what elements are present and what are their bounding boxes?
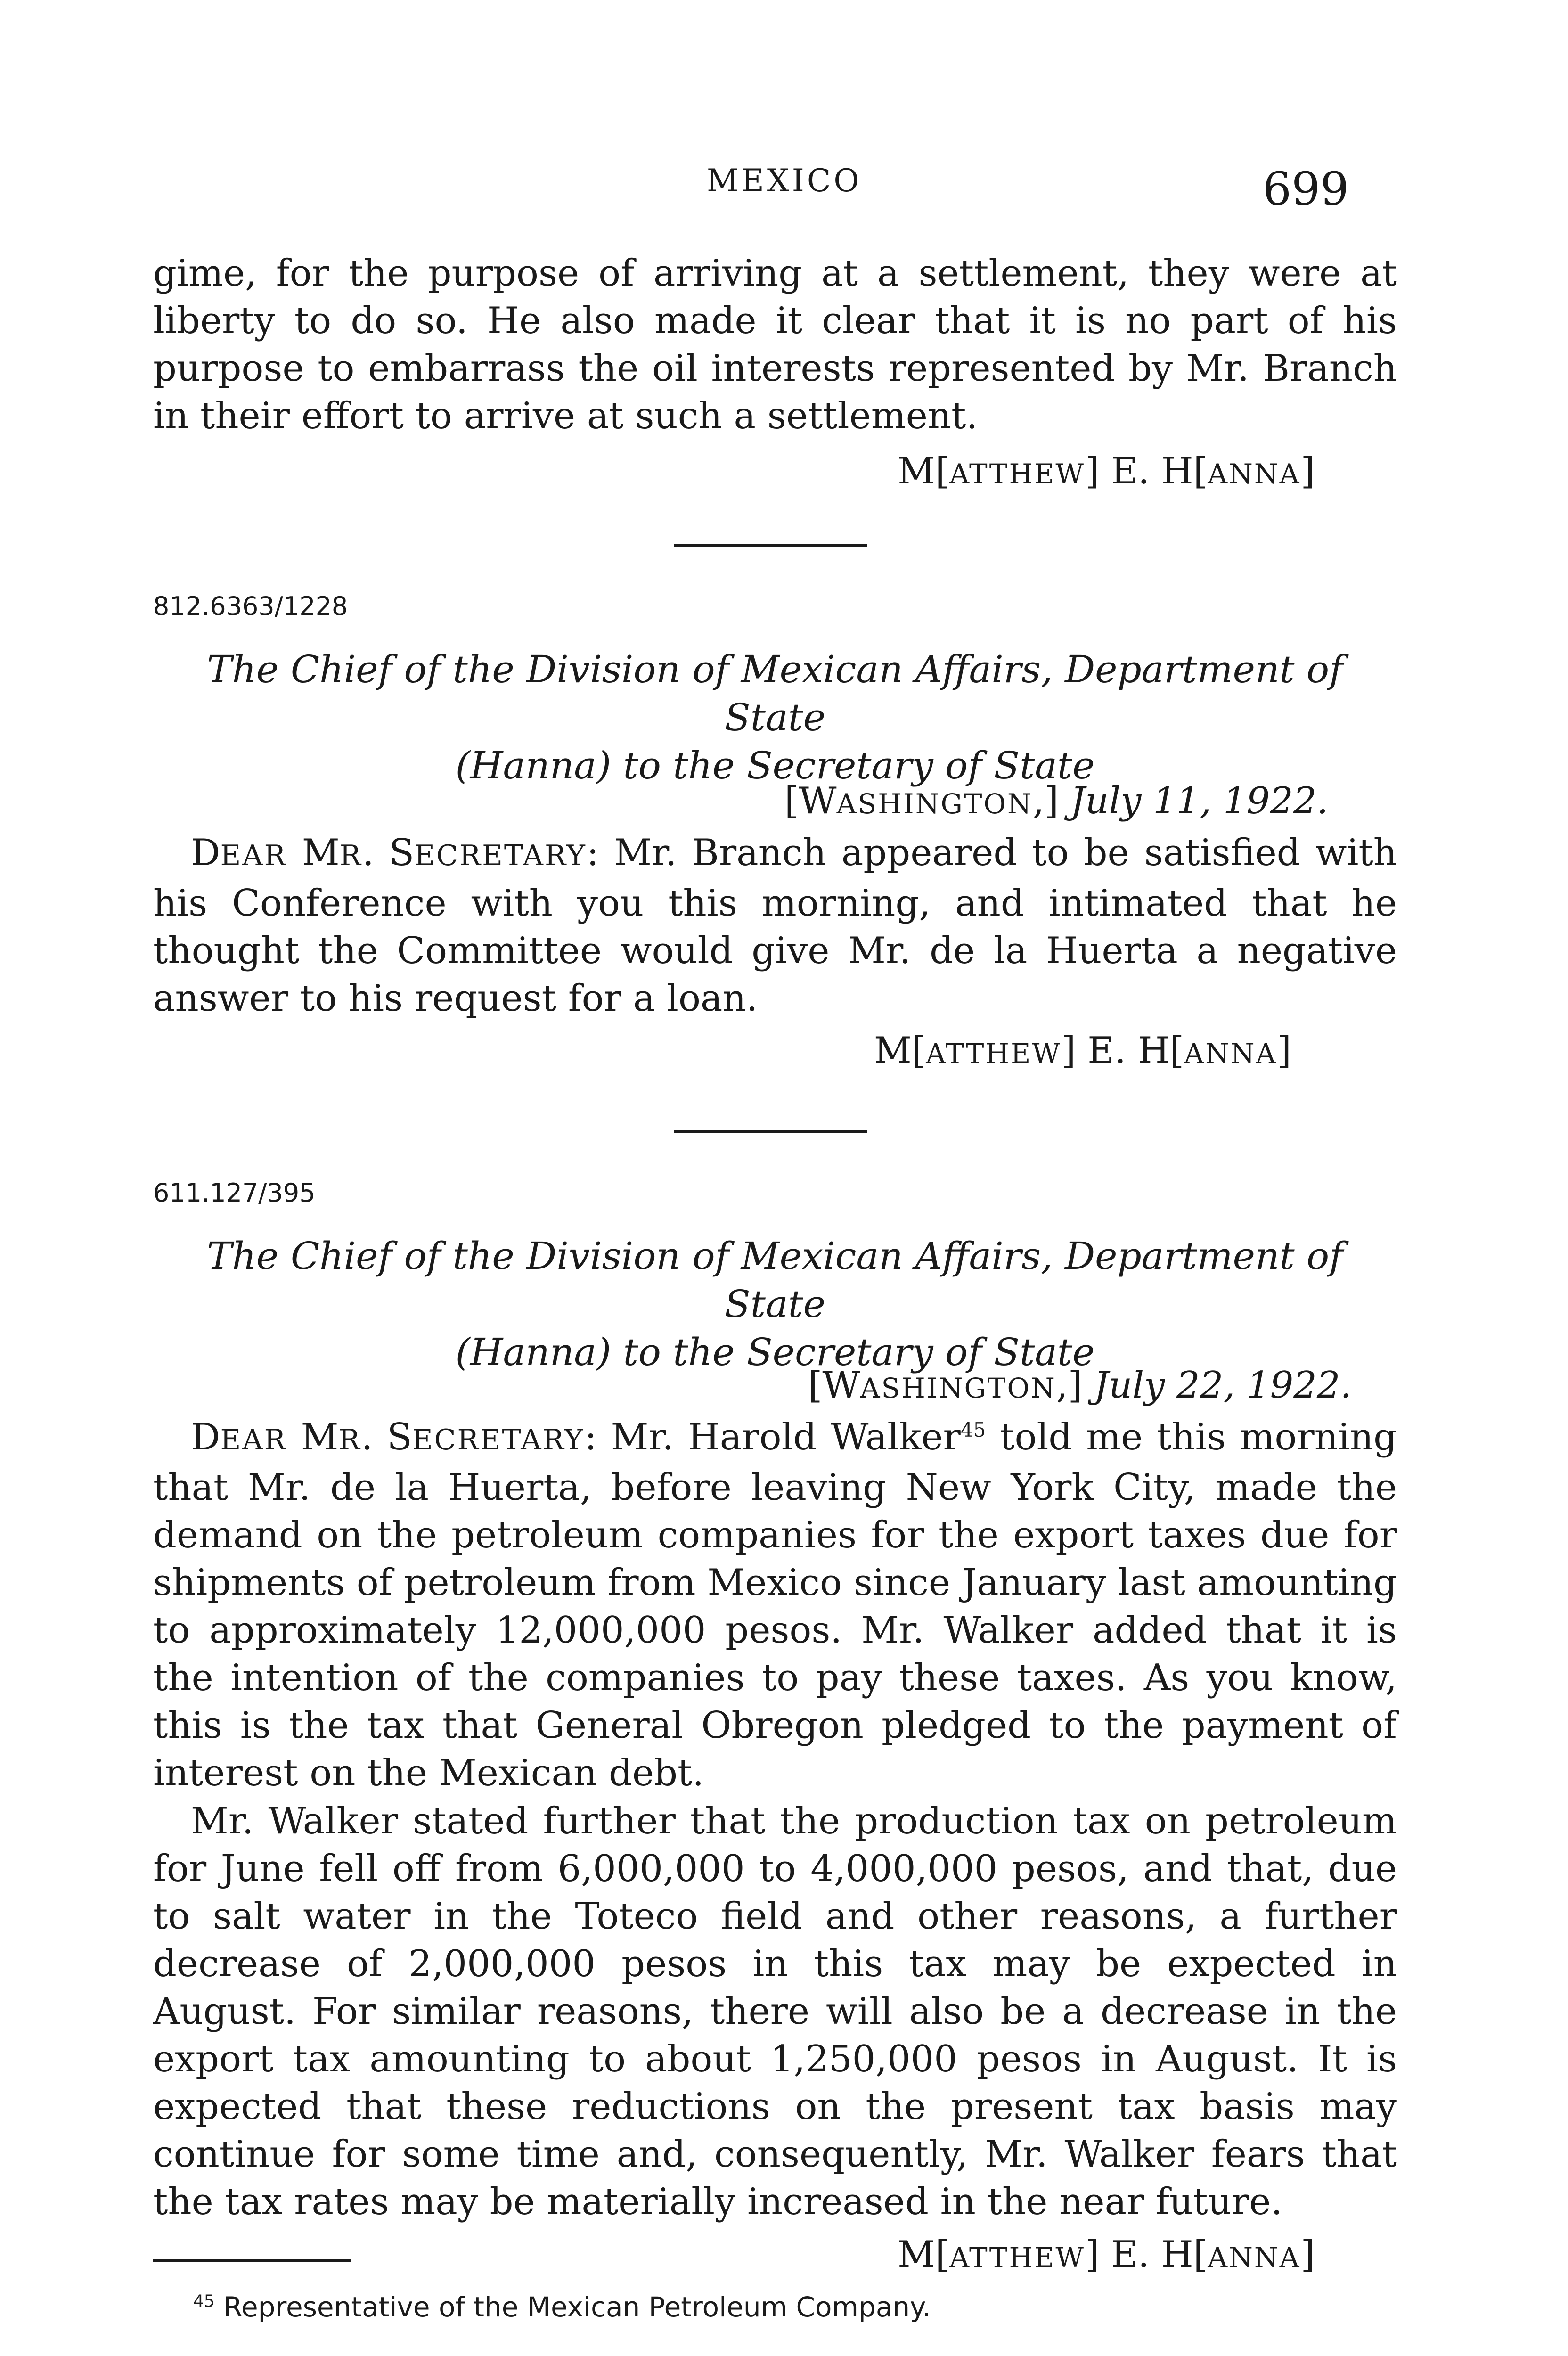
footnote-reference: 45 [960,1418,986,1441]
doc2-title-line2: (Hanna) to the Secretary of State [455,1330,1095,1374]
doc2-file-number: 611.127/395 [153,1178,316,1208]
doc2-title-line1: The Chief of the Division of Mexican Affairs, Department of State [207,1234,1343,1326]
section-divider-1 [674,544,867,547]
doc2-body-paragraph-2: Mr. Walker stated further that the production tax on petroleum for June fell off from 6,000,000 to 4,000,000 pesos, and that, due to salt water in the Toteco field and other reasons, a further decrease of 2,000,000 pesos in this tax may be expected in August. For similar reasons, there will also be a decrease in the export tax amounting to about 1,250,000 pesos in August. It is expected that these reductions on the present tax basis may continue for some time and, consequently, Mr. Walker fears that the tax rates may be materially increased in the near future. [153,1800,1397,2223]
doc2-dateline: [WASHINGTON,] July 22, 1922. [808,1364,1352,1407]
continuation-signature: M[ATTHEW] E. H[ANNA] [898,450,1315,492]
doc1-body-text: Mr. Branch appeared to be satisfied with his Conference with you this morning, and intimated that he thought the Committee would give Mr. de la Huerta a negative answer to his request for a loan. [153,832,1397,1020]
page-number: 699 [1263,163,1349,215]
doc1-body [153,829,1397,1023]
continuation-paragraph: gime, for the purpose of arriving at a settlement, they were at liberty to do so. He also made it clear that it is no part of his purpose to embarrass the oil interests represented by Mr. Branch in their effort to arrive at such a settlement. [153,252,1397,437]
footnote-mark: 45 [193,2291,215,2311]
doc2-signature: M[ATTHEW] E. H[ANNA] [898,2233,1315,2276]
footnote [193,2291,931,2323]
doc1-dateline: [WASHINGTON,] July 11, 1922. [784,780,1329,822]
doc1-title-line1: The Chief of the Division of Mexican Affairs, Department of State [207,647,1343,739]
doc1-signature: M[ATTHEW] E. H[ANNA] [874,1030,1291,1072]
doc1-title-line2: (Hanna) to the Secretary of State [455,744,1095,787]
doc1-file-number: 812.6363/1228 [153,591,348,621]
footnote-text: Representative of the Mexican Petroleum Company. [223,2291,931,2323]
doc2-salutation: DEAR MR. SECRETARY: [191,1416,611,1458]
doc1-salutation: DEAR MR. SECRETARY: [191,832,614,874]
doc2-title [153,1232,1397,1376]
doc2-body-paragraph-1: DEAR MR. SECRETARY: Mr. Harold Walker$^{45}$ told me this morning that Mr. de la Huerta, before leaving New York City, made the demand on the petroleum companies for the export taxes due for shipments of petroleum from Mexico since January last amounting to approximately 12,000,000 pesos. Mr. Walker added that it is the intention of the companies to pay these taxes. As you know, this is the tax that General Obregon pledged to the payment of interest on the Mexican debt. [153,1416,1397,1794]
footnote-rule [153,2259,351,2262]
running-header-title: MEXICO [707,163,862,199]
section-divider-2 [674,1130,867,1133]
doc1-title [153,646,1397,790]
